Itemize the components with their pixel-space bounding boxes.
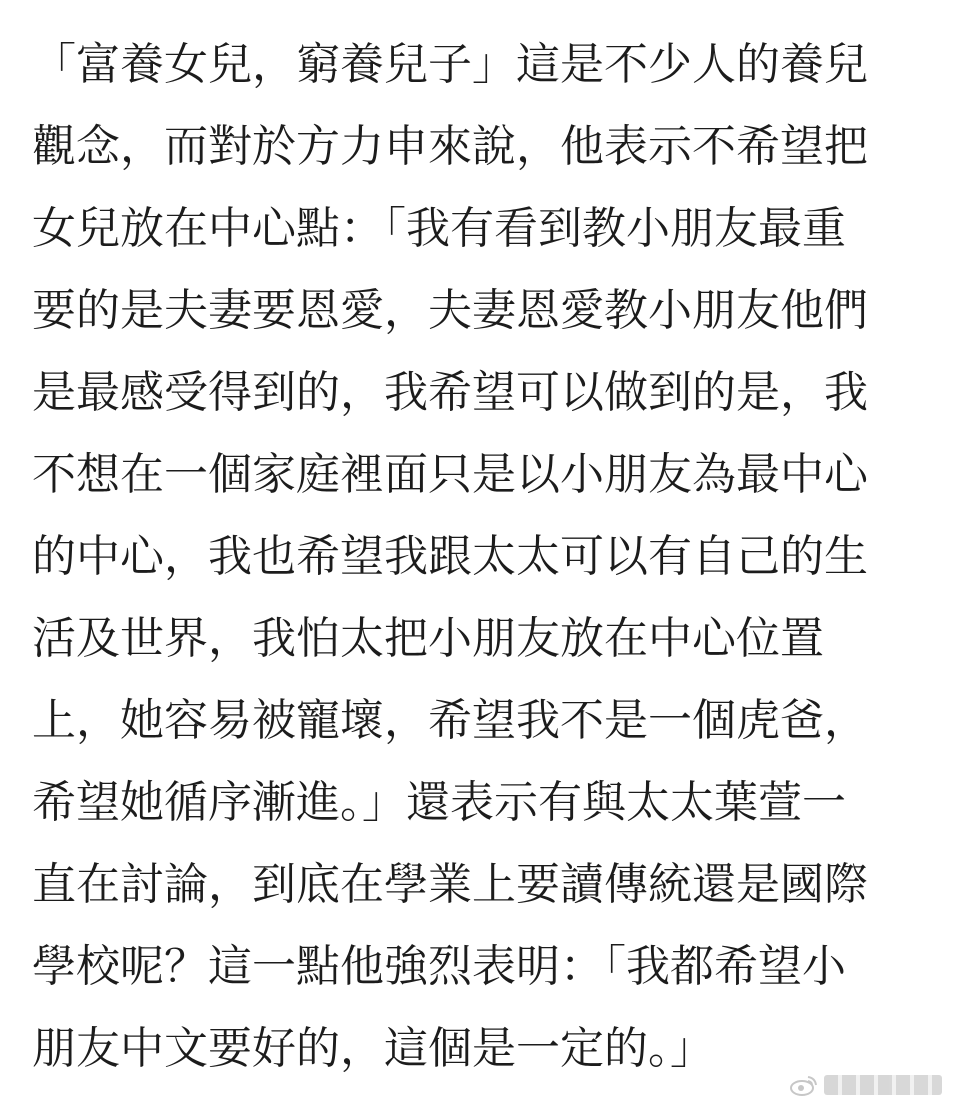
watermark: [790, 1070, 942, 1100]
text-line-10: 希望她循序漸進。」還表示有與太太葉萱一: [32, 777, 846, 828]
text-line-1: 「富養女兒，窮養兒子」這是不少人的養兒: [32, 39, 868, 90]
text-line-3: 女兒放在中心點：「我有看到教小朋友最重: [32, 203, 846, 254]
text-line-12: 學校呢？這一點他強烈表明：「我都希望小: [32, 941, 846, 992]
text-line-4: 要的是夫妻要恩愛，夫妻恩愛教小朋友他們: [32, 285, 868, 336]
weibo-logo-icon: [790, 1074, 818, 1096]
text-line-8: 活及世界，我怕太把小朋友放在中心位置: [32, 613, 824, 664]
text-line-7: 的中心，我也希望我跟太太可以有自己的生: [32, 531, 868, 582]
text-line-11: 直在討論，到底在學業上要讀傳統還是國際: [32, 859, 868, 910]
text-line-9: 上，她容易被寵壞，希望我不是一個虎爸，: [32, 695, 868, 746]
text-line-13: 朋友中文要好的，這個是一定的。」: [32, 1023, 714, 1074]
text-line-6: 不想在一個家庭裡面只是以小朋友為最中心: [32, 449, 868, 500]
text-line-5: 是最感受得到的，我希望可以做到的是，我: [32, 367, 868, 418]
watermark-username-blurred: [824, 1075, 942, 1095]
article-body: [32, 24, 922, 1090]
text-line-2: 觀念，而對於方力申來說，他表示不希望把: [32, 121, 868, 172]
